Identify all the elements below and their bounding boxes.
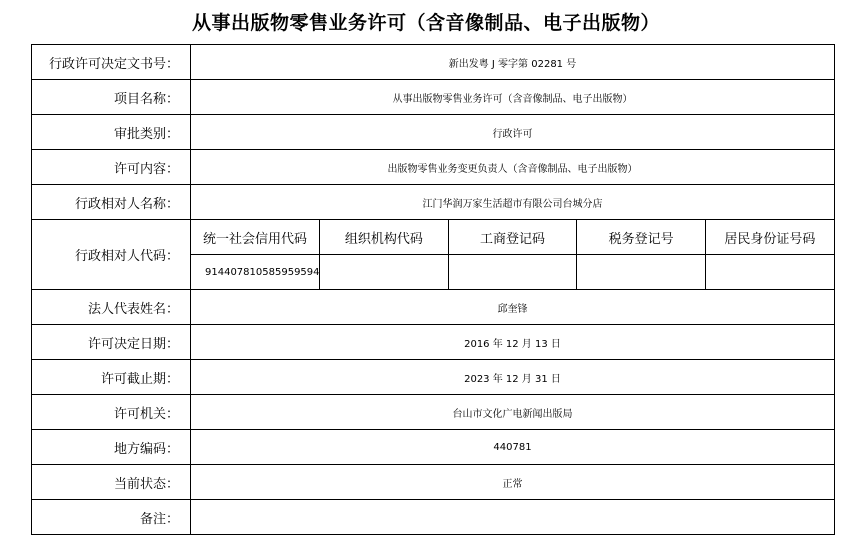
table-row — [32, 80, 835, 115]
org-code-header: 组织机构代码 — [320, 220, 449, 255]
page-title: 从事出版物零售业务许可（含音像制品、电子出版物） — [191, 12, 660, 34]
remarks-value — [191, 500, 835, 535]
permit-content-label: 许可内容： — [32, 150, 191, 185]
decision-date-label: 许可决定日期： — [32, 325, 191, 360]
expiry-date-value: 2023 年 12 月 31 日 — [191, 360, 835, 395]
business-reg-header: 工商登记码 — [448, 220, 577, 255]
approval-category-value: 行政许可 — [191, 115, 835, 150]
table-row — [32, 430, 835, 465]
approval-category-label: 审批类别： — [32, 115, 191, 150]
region-code-label: 地方编码： — [32, 430, 191, 465]
id-number-header: 居民身份证号码 — [705, 220, 834, 255]
business-reg-value — [448, 255, 577, 290]
code-subtable — [191, 220, 834, 289]
tax-reg-header: 税务登记号 — [577, 220, 706, 255]
remarks-label: 备注： — [32, 500, 191, 535]
table-row — [32, 360, 835, 395]
table-row — [32, 500, 835, 535]
table-row — [32, 115, 835, 150]
credit-code-header: 统一社会信用代码 — [191, 220, 320, 255]
table-row — [32, 290, 835, 325]
credit-code-value: 914407810585959594 — [191, 255, 320, 290]
table-row — [32, 185, 835, 220]
counterparty-code-cell — [191, 220, 835, 290]
authority-label: 许可机关： — [32, 395, 191, 430]
project-name-value: 从事出版物零售业务许可（含音像制品、电子出版物） — [191, 80, 835, 115]
decision-date-value: 2016 年 12 月 13 日 — [191, 325, 835, 360]
legal-rep-label: 法人代表姓名： — [32, 290, 191, 325]
tax-reg-value — [577, 255, 706, 290]
project-name-label: 项目名称： — [32, 80, 191, 115]
table-row — [32, 395, 835, 430]
decision-doc-number-label: 行政许可决定文书号： — [32, 45, 191, 80]
counterparty-name-value: 江门华润万家生活超市有限公司台城分店 — [191, 185, 835, 220]
counterparty-name-label: 行政相对人名称： — [32, 185, 191, 220]
region-code-value: 440781 — [191, 430, 835, 465]
permit-content-value: 出版物零售业务变更负责人（含音像制品、电子出版物） — [191, 150, 835, 185]
table-row — [32, 220, 835, 290]
id-number-value — [705, 255, 834, 290]
permit-table — [31, 44, 835, 535]
authority-value: 台山市文化广电新闻出版局 — [191, 395, 835, 430]
org-code-value — [320, 255, 449, 290]
table-row — [32, 150, 835, 185]
table-row — [32, 325, 835, 360]
expiry-date-label: 许可截止期： — [32, 360, 191, 395]
table-row — [32, 465, 835, 500]
status-label: 当前状态： — [32, 465, 191, 500]
legal-rep-value: 邱奎锋 — [191, 290, 835, 325]
status-value: 正常 — [191, 465, 835, 500]
decision-doc-number-value: 新出发粤 J 零字第 02281 号 — [191, 45, 835, 80]
table-row — [32, 45, 835, 80]
counterparty-code-label: 行政相对人代码： — [32, 220, 191, 290]
